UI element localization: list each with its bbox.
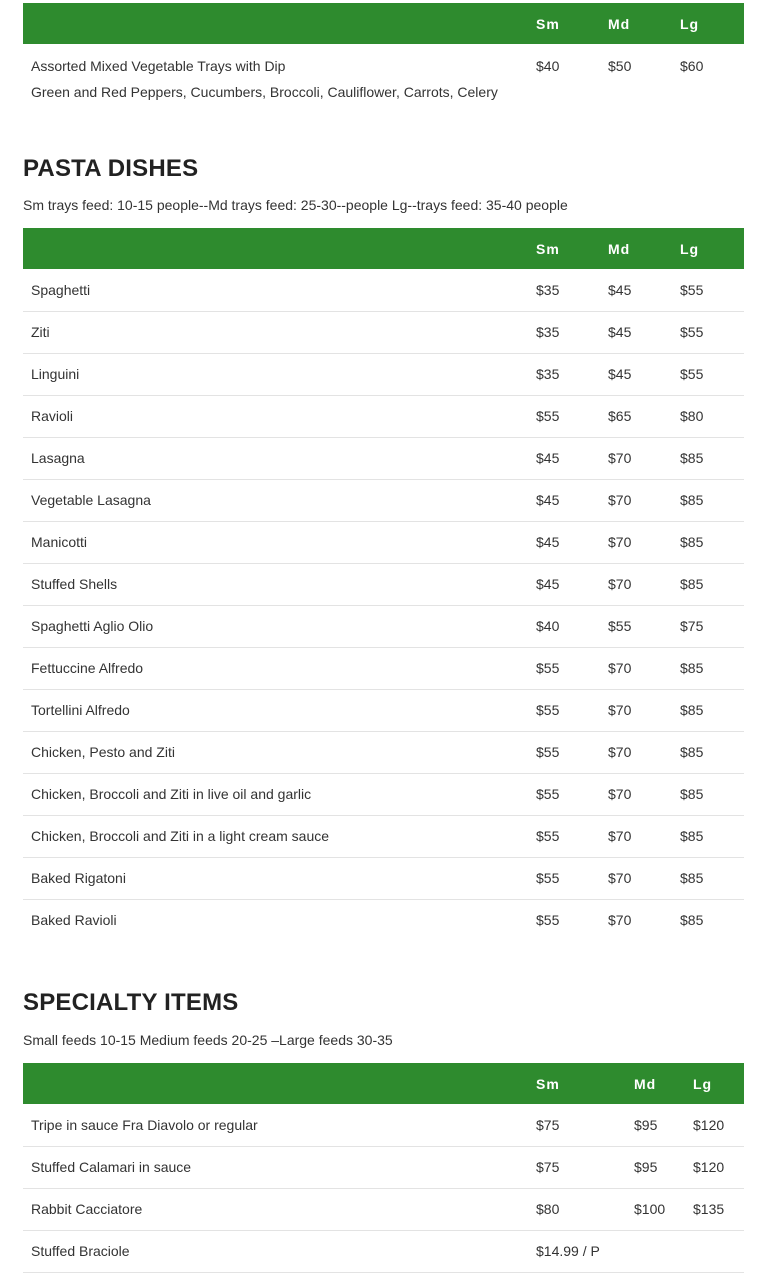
price-lg: $85 [672, 689, 744, 731]
price-sm: $75 [528, 1104, 626, 1146]
item-name: Manicotti [23, 521, 528, 563]
pasta-table [23, 228, 744, 941]
price-lg: $80 [672, 395, 744, 437]
price-lg: $85 [680, 912, 704, 929]
item-name: Vegetable Lasagna [23, 479, 528, 521]
table-row [23, 44, 744, 100]
table-header-row [23, 3, 744, 44]
price-md: $70 [600, 479, 672, 521]
price-lg: $120 [685, 1146, 744, 1188]
price-md: $70 [600, 437, 672, 479]
price-md: $45 [600, 353, 672, 395]
table-row [23, 1104, 744, 1146]
section-note: Small feeds 10-15 Medium feeds 20-25 –Large feeds 30-35 [23, 1032, 393, 1048]
item-name: Baked Ravioli [31, 912, 117, 929]
table-row [23, 311, 744, 353]
table-row [23, 521, 744, 563]
price-sm: $40 [528, 605, 600, 647]
header-md: Md [626, 1063, 685, 1104]
price-md: $45 [600, 311, 672, 353]
table-row [23, 395, 744, 437]
price-sm: $45 [528, 437, 600, 479]
item-name: Chicken, Broccoli and Ziti in live oil and garlic [23, 773, 528, 815]
price-md: $70 [600, 731, 672, 773]
item-name: Chicken, Broccoli and Ziti in a light cream sauce [23, 815, 528, 857]
price-sm: $14.99 / P [528, 1230, 626, 1272]
header-item [23, 1063, 528, 1104]
price-lg: $55 [672, 353, 744, 395]
item-name: Stuffed Braciole [23, 1230, 528, 1272]
price-lg: $85 [672, 857, 744, 899]
table-row [23, 563, 744, 605]
table-row [23, 815, 744, 857]
item-name: Linguini [23, 353, 528, 395]
table-row [23, 689, 744, 731]
price-md [626, 1230, 685, 1272]
price-sm: $45 [528, 521, 600, 563]
item-name: Ziti [23, 311, 528, 353]
price-md: $70 [600, 815, 672, 857]
price-sm: $55 [528, 815, 600, 857]
header-sm: Sm [528, 228, 600, 269]
section-title: PASTA DISHES [23, 155, 199, 182]
price-lg: $85 [672, 815, 744, 857]
price-sm: $80 [528, 1188, 626, 1230]
item-name: Tripe in sauce Fra Diavolo or regular [23, 1104, 528, 1146]
price-md: $55 [600, 605, 672, 647]
price-lg: $55 [672, 269, 744, 311]
header-sm: Sm [528, 1063, 626, 1104]
item-name: Chicken, Pesto and Ziti [23, 731, 528, 773]
header-item [23, 3, 528, 44]
item-name: Spaghetti Aglio Olio [23, 605, 528, 647]
price-lg: $85 [672, 437, 744, 479]
vegetable-table [23, 3, 744, 100]
item-name: Tortellini Alfredo [23, 689, 528, 731]
header-sm: Sm [528, 3, 600, 44]
price-lg: $60 [680, 58, 704, 74]
table-row [23, 647, 744, 689]
table-row [23, 269, 744, 311]
specialty-table [23, 1063, 744, 1273]
table-row [23, 1146, 744, 1188]
price-sm: $40 [536, 58, 560, 74]
price-md: $70 [608, 912, 632, 929]
price-sm: $35 [528, 269, 600, 311]
item-name: Stuffed Shells [23, 563, 528, 605]
price-sm: $55 [528, 395, 600, 437]
price-lg: $135 [685, 1188, 744, 1230]
item-name: Fettuccine Alfredo [23, 647, 528, 689]
table-row [23, 857, 744, 899]
price-md: $50 [608, 58, 632, 74]
price-lg: $55 [672, 311, 744, 353]
price-md: $70 [600, 857, 672, 899]
section-note: Sm trays feed: 10-15 people--Md trays feed: 25-30--people Lg--trays feed: 35-40 people [23, 197, 568, 213]
header-lg: Lg [672, 228, 744, 269]
price-lg [685, 1230, 744, 1272]
price-md: $95 [626, 1146, 685, 1188]
item-name: Lasagna [23, 437, 528, 479]
item-name: Baked Rigatoni [23, 857, 528, 899]
price-sm: $55 [528, 689, 600, 731]
item-cell [23, 44, 528, 100]
header-lg: Lg [672, 3, 744, 44]
price-sm: $35 [528, 353, 600, 395]
price-md: $65 [600, 395, 672, 437]
table-header-row [23, 228, 744, 269]
price-md: $70 [600, 689, 672, 731]
price-sm: $45 [528, 479, 600, 521]
specialty-section-header [23, 989, 393, 1048]
price-md: $100 [626, 1188, 685, 1230]
price-md: $45 [600, 269, 672, 311]
table-row [23, 1230, 744, 1272]
price-sm: $55 [536, 912, 560, 929]
price-md: $70 [600, 521, 672, 563]
price-md: $70 [600, 773, 672, 815]
price-lg: $85 [672, 479, 744, 521]
table-row [23, 605, 744, 647]
price-lg: $85 [672, 773, 744, 815]
price-md: $70 [600, 563, 672, 605]
header-md: Md [600, 228, 672, 269]
price-lg: $75 [672, 605, 744, 647]
table-header-row [23, 1063, 744, 1104]
table-row [23, 437, 744, 479]
item-name: Stuffed Calamari in sauce [23, 1146, 528, 1188]
price-md: $70 [600, 647, 672, 689]
price-sm: $35 [528, 311, 600, 353]
table-row [23, 1188, 744, 1230]
table-row [23, 731, 744, 773]
section-title: SPECIALTY ITEMS [23, 989, 239, 1016]
header-item [23, 228, 528, 269]
price-sm: $55 [528, 731, 600, 773]
price-md: $95 [626, 1104, 685, 1146]
table-row [23, 899, 744, 941]
item-name: Rabbit Cacciatore [23, 1188, 528, 1230]
pasta-section-header [23, 155, 568, 213]
table-row [23, 773, 744, 815]
price-sm: $55 [528, 857, 600, 899]
price-lg: $85 [672, 521, 744, 563]
table-row [23, 353, 744, 395]
item-name: Ravioli [23, 395, 528, 437]
item-description: Green and Red Peppers, Cucumbers, Broccoli, Cauliflower, Carrots, Celery [31, 84, 498, 100]
price-lg: $85 [672, 563, 744, 605]
price-lg: $120 [685, 1104, 744, 1146]
item-name: Spaghetti [23, 269, 528, 311]
price-sm: $55 [528, 773, 600, 815]
item-name: Assorted Mixed Vegetable Trays with Dip [31, 58, 286, 74]
price-sm: $45 [528, 563, 600, 605]
price-lg: $85 [672, 647, 744, 689]
price-sm: $55 [528, 647, 600, 689]
price-sm: $75 [528, 1146, 626, 1188]
price-lg: $85 [672, 731, 744, 773]
header-md: Md [600, 3, 672, 44]
menu-page [23, 0, 744, 1259]
header-lg: Lg [685, 1063, 744, 1104]
table-row [23, 479, 744, 521]
